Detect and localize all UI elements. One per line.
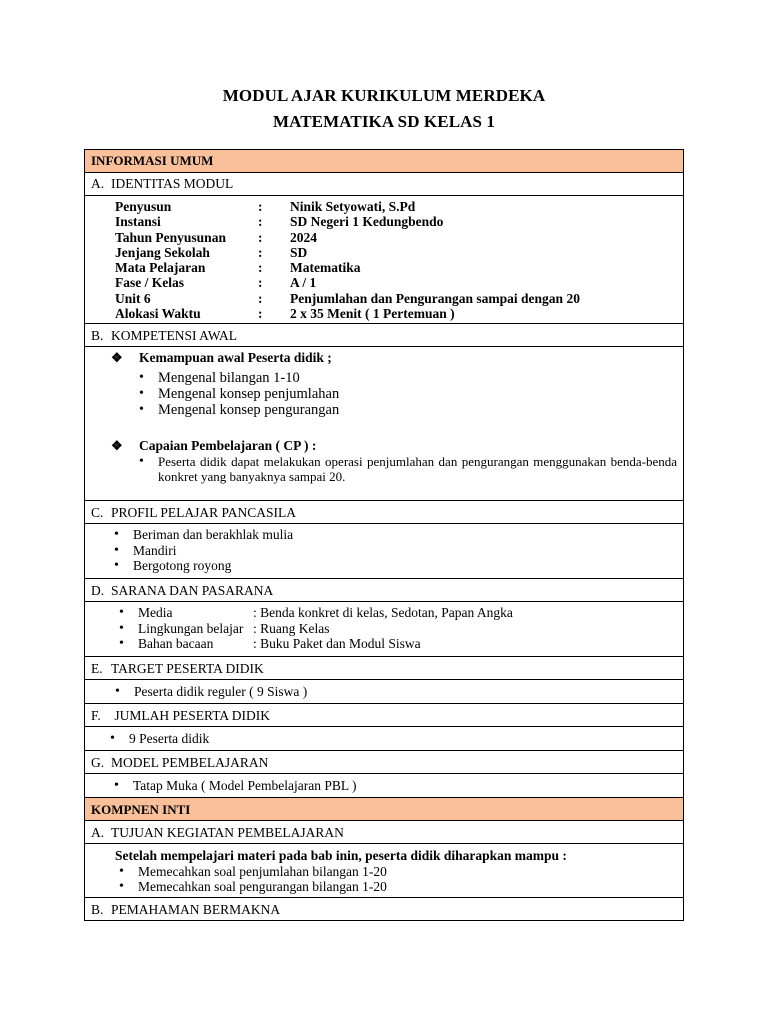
list-item: • Bahan bacaan : Buku Paket dan Modul Siswa <box>138 636 677 652</box>
kompetensi-content <box>85 347 684 501</box>
identitas-colon: : <box>258 290 263 306</box>
module-table <box>84 149 684 921</box>
capaian-pembelajaran-list <box>158 454 677 484</box>
sarana-content <box>85 602 684 657</box>
heading-pemahaman-bermakna: B. PEMAHAMAN BERMAKNA <box>85 898 684 921</box>
section-informasi-umum: INFORMASI UMUM <box>85 150 684 173</box>
list-item: • Mandiri <box>133 543 677 559</box>
heading-identitas-modul: A. IDENTITAS MODUL <box>85 173 684 196</box>
model-list <box>133 778 677 794</box>
identitas-key: Unit 6 <box>115 290 151 306</box>
capaian-text: • Peserta didik dapat melakukan operasi penjumlahan dan pengurangan menggunakan benda-benda konkret yang banyaknya sampai 20. <box>158 454 677 484</box>
identitas-row <box>115 275 580 290</box>
list-item: • Bergotong royong <box>133 558 677 574</box>
identitas-colon: : <box>258 244 263 260</box>
heading-target-peserta: E. TARGET PESERTA DIDIK <box>85 657 684 680</box>
identitas-colon: : <box>258 214 263 230</box>
profil-content <box>85 524 684 579</box>
identitas-row <box>115 260 580 275</box>
heading-tujuan: A. TUJUAN KEGIATAN PEMBELAJARAN <box>85 821 684 844</box>
identitas-value: 2024 <box>290 229 317 245</box>
identitas-value: Matematika <box>290 260 361 276</box>
tujuan-content <box>85 844 684 898</box>
identitas-value: 2 x 35 Menit ( 1 Pertemuan ) <box>290 306 455 322</box>
identitas-row <box>115 214 580 229</box>
tujuan-list <box>138 864 677 895</box>
section-komponen-inti: KOMPNEN INTI <box>85 798 684 821</box>
target-content <box>85 680 684 704</box>
document-title: MODUL AJAR KURIKULUM MERDEKA <box>222 86 546 105</box>
identitas-row <box>115 245 580 260</box>
identitas-colon: : <box>258 275 263 291</box>
identitas-colon: : <box>258 260 263 276</box>
list-item: • Memecahkan soal pengurangan bilangan 1-20 <box>138 879 677 895</box>
jumlah-content <box>85 727 684 751</box>
identitas-key: Penyusun <box>115 199 172 214</box>
list-item: • Beriman dan berakhlak mulia <box>133 527 677 543</box>
identitas-value: Penjumlahan dan Pengurangan sampai dengan 20 <box>290 290 580 306</box>
heading-sarana: D. SARANA DAN PASARANA <box>85 579 684 602</box>
identitas-key: Instansi <box>115 214 161 230</box>
heading-profil-pelajar: C. PROFIL PELAJAR PANCASILA <box>85 501 684 524</box>
kemampuan-awal-title: ❖ Kemampuan awal Peserta didik ; <box>111 350 332 366</box>
identitas-key: Jenjang Sekolah <box>115 244 210 260</box>
identitas-row <box>115 199 580 214</box>
list-item: • Lingkungan belajar : Ruang Kelas <box>138 621 677 637</box>
list-item: • Memecahkan soal penjumlahan bilangan 1-20 <box>138 864 677 880</box>
identitas-key: Fase / Kelas <box>115 275 184 291</box>
diamond-bullet-icon: ❖ <box>111 350 123 366</box>
jumlah-list <box>129 731 677 747</box>
heading-model-pembelajaran: G. MODEL PEMBELAJARAN <box>85 751 684 774</box>
identitas-value: SD Negeri 1 Kedungbendo <box>290 214 444 230</box>
identitas-value: SD <box>290 244 308 260</box>
identitas-colon: : <box>258 306 263 322</box>
list-item: • 9 Peserta didik <box>129 731 677 747</box>
capaian-pembelajaran-title: ❖ Capaian Pembelajaran ( CP ) : <box>111 437 317 453</box>
list-item: • Mengenal konsep penjumlahan <box>158 386 677 402</box>
kemampuan-awal-list <box>158 370 677 418</box>
heading-kompetensi-awal: B. KOMPETENSI AWAL <box>85 324 684 347</box>
identitas-colon: : <box>258 199 263 214</box>
identitas-row <box>115 230 580 245</box>
identitas-key: Alokasi Waktu <box>115 306 201 322</box>
identitas-value: A / 1 <box>290 275 317 291</box>
tujuan-intro: Setelah mempelajari materi pada bab inin, peserta didik diharapkan mampu : <box>115 848 567 864</box>
profil-list <box>133 527 677 574</box>
identitas-row <box>115 291 580 306</box>
identitas-key: Tahun Penyusunan <box>115 229 226 245</box>
target-list <box>134 684 677 700</box>
model-content <box>85 774 684 798</box>
identitas-table <box>115 199 580 321</box>
list-item: • Mengenal bilangan 1-10 <box>158 370 677 386</box>
identitas-row <box>115 306 580 321</box>
identitas-colon: : <box>258 229 263 245</box>
list-item: • Tatap Muka ( Model Pembelajaran PBL ) <box>133 778 677 794</box>
identitas-content <box>85 196 684 324</box>
list-item: • Mengenal konsep pengurangan <box>158 402 677 418</box>
document-subtitle: MATEMATIKA SD KELAS 1 <box>272 112 496 131</box>
identitas-value: Ninik Setyowati, S.Pd <box>290 199 416 214</box>
identitas-key: Mata Pelajaran <box>115 260 206 276</box>
list-item: • Media : Benda konkret di kelas, Sedotan, Papan Angka <box>138 605 677 621</box>
diamond-bullet-icon: ❖ <box>111 437 123 453</box>
sarana-list <box>138 605 677 652</box>
heading-jumlah-peserta: F. JUMLAH PESERTA DIDIK <box>85 704 684 727</box>
list-item: • Peserta didik reguler ( 9 Siswa ) <box>134 684 677 700</box>
